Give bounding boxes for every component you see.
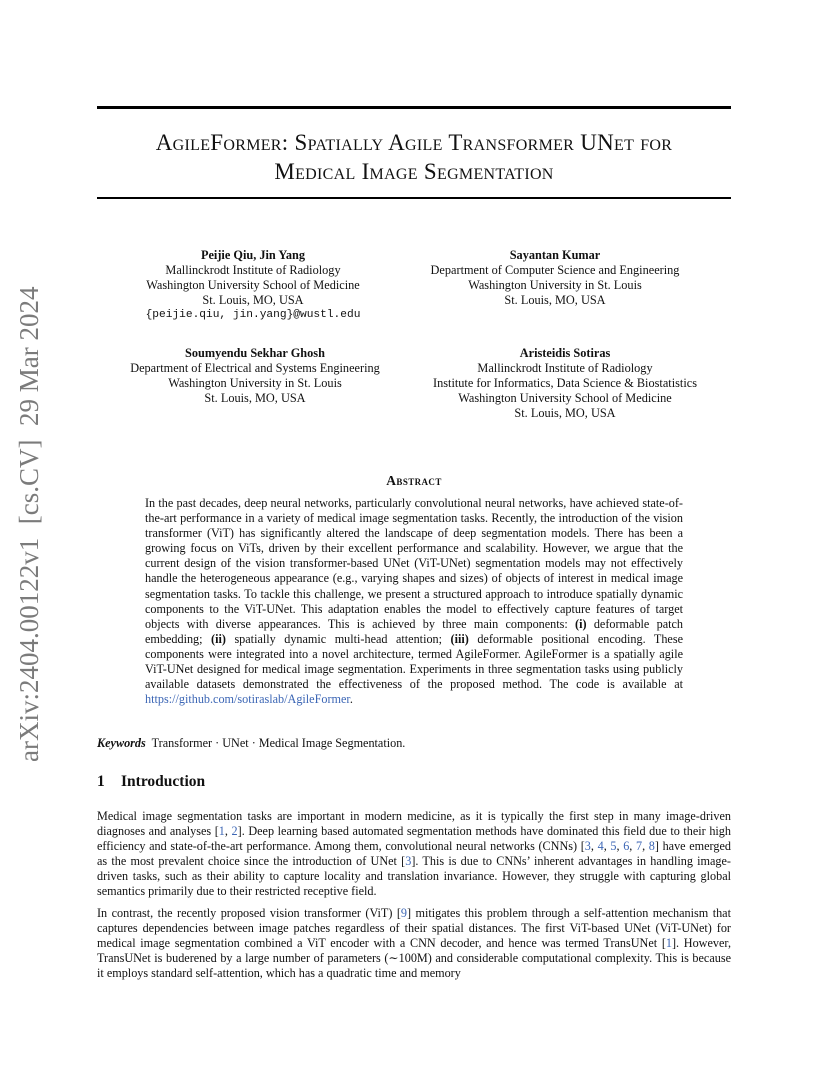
paragraph-text: ] mitigates this problem through a self-attention mechanism that captures dependencies between image patches regardless of their spatial distances. The first ViT-based UNet (ViT-UNet) for medical image segmentation combined a ViT encoder with a CNN decoder, and hence was termed TransUNet [ <box>97 906 731 951</box>
citation-link[interactable]: 1 <box>665 936 672 951</box>
citation-link[interactable]: 4 <box>597 839 604 854</box>
author-email[interactable]: {peijie.qiu, jin.yang}@wustl.edu <box>145 309 361 321</box>
title-line-2: Medical Image Segmentation <box>274 159 554 184</box>
author-name: Peijie Qiu, Jin Yang <box>200 248 306 262</box>
author-affiliation-line: Department of Electrical and Systems Engineering <box>130 361 380 375</box>
author-block-1 <box>118 248 388 323</box>
citation-link[interactable]: 7 <box>635 839 643 854</box>
citation-link[interactable]: 8 <box>648 839 655 854</box>
abstract-text: spatially dynamic multi-head attention; <box>225 631 451 646</box>
paper-title <box>97 128 731 186</box>
author-affiliation-line: Washington University in St. Louis <box>168 376 342 390</box>
title-line-1: AgileFormer: Spatially Agile Transformer UNet for <box>155 130 673 155</box>
citation-link[interactable]: 6 <box>623 839 630 854</box>
abstract-body <box>145 496 683 707</box>
author-name: Aristeidis Sotiras <box>519 346 611 360</box>
citation-link[interactable]: 3 <box>584 839 591 854</box>
paragraph-text: ]. This is due to CNNs’ inherent advantages in handling image-driven tasks, such as their ability to capture locality and translation invariance. However, they struggle with capturing global semantics primarily due to their restricted receptive field. <box>97 854 731 899</box>
component-label: (iii) <box>450 631 469 646</box>
section-heading <box>97 773 205 791</box>
title-top-rule <box>97 106 731 109</box>
keywords-line <box>97 736 405 751</box>
keywords-text: Transformer · UNet · Medical Image Segmentation. <box>151 736 406 750</box>
section-number: 1 <box>97 773 105 790</box>
citation-link[interactable]: 9 <box>400 906 408 920</box>
author-affiliation-line: Institute for Informatics, Data Science & Biostatistics <box>433 376 697 390</box>
abstract-text: In the past decades, deep neural networks, particularly convolutional neural networks, have achieved state-of-the-art performance in a variety of medical image segmentation tasks. Recently, the introduction of the vision transformer (ViT) has significantly altered the landscape of deep segmentation models. There has been a growing focus on ViTs, driven by their excellent performance and scalability. However, we argue that the current design of the vision transformer-based UNet (ViT-UNet) segmentation models may not effectively handle the heterogeneous appearance (e.g., varying shapes and sizes) of objects of interest in medical image segmentation tasks. To tackle this challenge, we present a structured approach to introduce spatially dynamic components to the ViT-UNet. This adaptation enables the model to effectively capture features of target objects with diverse appearances. This is achieved by three main components: <box>145 496 683 631</box>
component-label: (ii) <box>211 631 226 646</box>
paragraph-text: ]. Deep learning based automated segmentation methods have dominated this field due to their high efficiency and state-of-the-art performance. Among them, convolutional neural networks (CNNs) [ <box>97 824 731 854</box>
paragraph-text: , <box>642 839 649 854</box>
citation-link[interactable]: 2 <box>231 824 238 839</box>
arxiv-sidebar-stamp: arXiv:2404.00122v1 [cs.CV] 29 Mar 2024 <box>14 286 44 762</box>
abstract-heading: Abstract <box>386 473 442 488</box>
paragraph-text: , <box>224 824 232 839</box>
paragraph-text: Medical image segmentation tasks are important in modern medicine, as it is typically the first step in many image-driven diagnoses and analyses [ <box>97 809 731 839</box>
intro-paragraph-2 <box>97 906 731 981</box>
component-label: (i) <box>575 616 587 631</box>
author-affiliation-line: Washington University in St. Louis <box>468 278 642 292</box>
abstract-text: . <box>349 692 353 707</box>
author-affiliation-line: Mallinckrodt Institute of Radiology <box>165 263 341 277</box>
paragraph-text: In contrast, the recently proposed vision transformer (ViT) [ <box>97 906 401 920</box>
author-affiliation-line: St. Louis, MO, USA <box>514 406 616 420</box>
title-bottom-rule <box>97 197 731 199</box>
paragraph-text: , <box>629 839 636 854</box>
author-block-2 <box>415 248 695 308</box>
author-affiliation-line: Mallinckrodt Institute of Radiology <box>477 361 653 375</box>
paragraph-text: , <box>616 839 624 854</box>
keywords-label: Keywords <box>97 736 146 750</box>
code-link[interactable]: https://github.com/sotiraslab/AgileFormer <box>145 692 350 707</box>
author-affiliation-line: Washington University School of Medicine <box>146 278 360 292</box>
author-affiliation-line: Department of Computer Science and Engineering <box>430 263 680 277</box>
section-title: Introduction <box>121 773 206 790</box>
citation-link[interactable]: 3 <box>405 854 412 869</box>
author-block-4 <box>415 346 715 421</box>
author-affiliation-line: St. Louis, MO, USA <box>204 391 306 405</box>
author-name: Sayantan Kumar <box>509 248 601 262</box>
author-affiliation-line: St. Louis, MO, USA <box>202 293 304 307</box>
paragraph-text: , <box>590 839 598 854</box>
citation-link[interactable]: 1 <box>218 824 225 839</box>
author-affiliation-line: St. Louis, MO, USA <box>504 293 606 307</box>
citation-link[interactable]: 5 <box>610 839 617 854</box>
author-affiliation-line: Washington University School of Medicine <box>458 391 672 405</box>
abstract-text: deformable patch embedding; <box>145 616 683 646</box>
author-name: Soumyendu Sekhar Ghosh <box>185 346 325 360</box>
author-block-3 <box>108 346 402 406</box>
paragraph-text: ] have emerged as the most prevalent choice since the introduction of UNet [ <box>97 839 731 869</box>
paragraph-text: , <box>603 839 611 854</box>
paragraph-text: ]. However, TransUNet is buderened by a large number of parameters (∼100M) and considerable computational complexity. This is because it employs standard self-attention, which has a quadratic time and memory <box>97 936 731 981</box>
intro-paragraph-1 <box>97 809 731 900</box>
abstract-text: deformable positional encoding. These components were integrated into a novel architecture, termed AgileFormer. AgileFormer is a spatially agile ViT-UNet designed for medical image segmentation. Experiments in three segmentation tasks using publicly available datasets demonstrated the effectiveness of the proposed method. The code is available at <box>145 631 683 692</box>
